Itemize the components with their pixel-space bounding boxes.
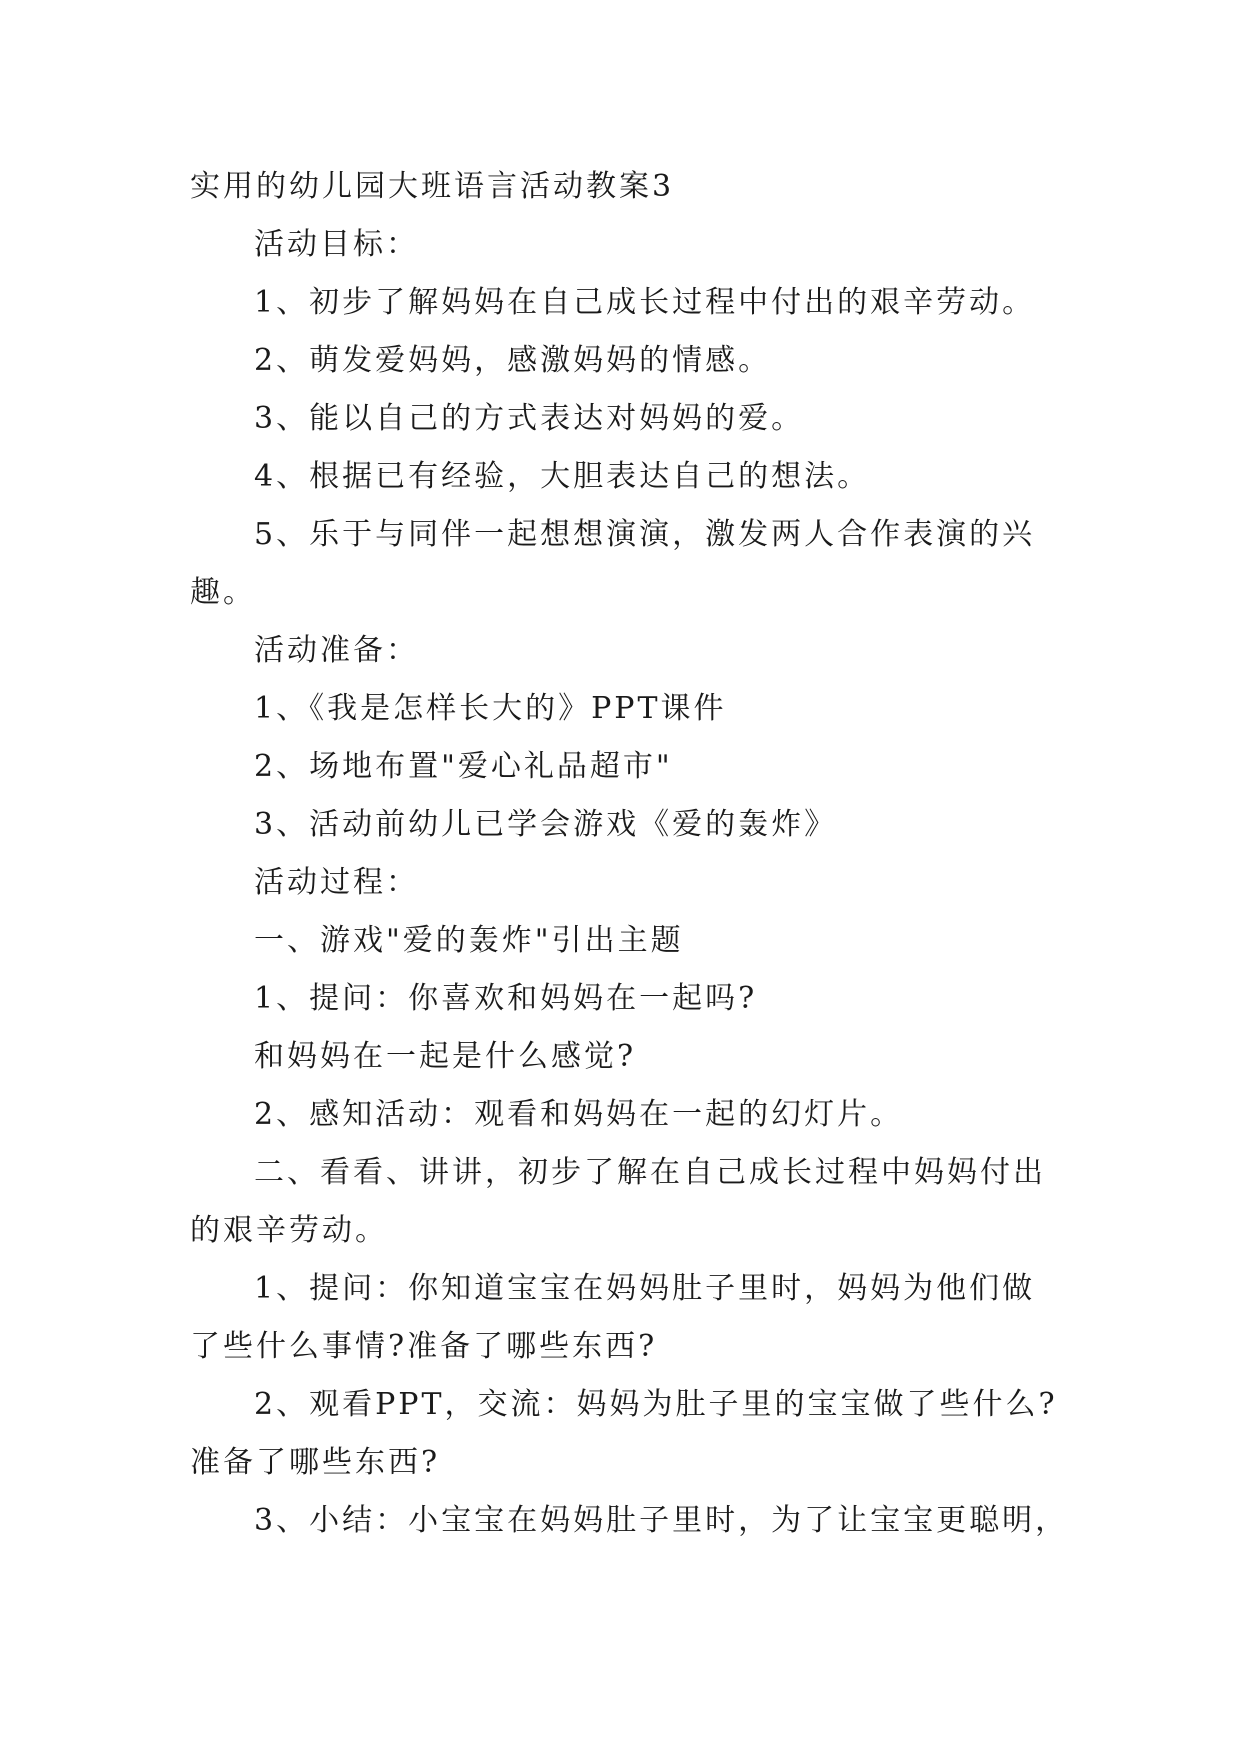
paragraph-line: 4、根据已有经验，大胆表达自己的想法。 <box>254 459 871 494</box>
paragraph-line: 1、提问：你知道宝宝在妈妈肚子里时，妈妈为他们做 <box>254 1271 1036 1306</box>
paragraph-line: 1、初步了解妈妈在自己成长过程中付出的艰辛劳动。 <box>254 285 1036 320</box>
section-heading-preparation: 活动准备： <box>254 633 419 668</box>
paragraph-line: 1、《我是怎样长大的》PPT课件 <box>254 691 727 726</box>
paragraph-line: 3、能以自己的方式表达对妈妈的爱。 <box>254 401 805 436</box>
document-body <box>190 158 1070 1550</box>
paragraph-line: 趣。 <box>190 575 256 610</box>
paragraph-line: 的艰辛劳动。 <box>190 1213 388 1248</box>
paragraph-line: 二、看看、讲讲，初步了解在自己成长过程中妈妈付出 <box>254 1155 1046 1190</box>
section-heading-process: 活动过程： <box>254 865 419 900</box>
paragraph-line: 和妈妈在一起是什么感觉? <box>254 1039 637 1074</box>
paragraph-line: 1、提问：你喜欢和妈妈在一起吗? <box>254 981 758 1016</box>
paragraph-line: 准备了哪些东西? <box>190 1445 441 1480</box>
section-heading-goals: 活动目标： <box>254 227 419 262</box>
paragraph-line: 2、感知活动：观看和妈妈在一起的幻灯片。 <box>254 1097 904 1132</box>
paragraph-line: 3、小结：小宝宝在妈妈肚子里时，为了让宝宝更聪明， <box>254 1503 1069 1538</box>
paragraph-line: 2、观看PPT，交流：妈妈为肚子里的宝宝做了些什么? <box>254 1387 1058 1422</box>
document-title: 实用的幼儿园大班语言活动教案3 <box>190 169 675 204</box>
paragraph-line: 5、乐于与同伴一起想想演演，激发两人合作表演的兴 <box>254 517 1036 552</box>
paragraph-line: 2、萌发爱妈妈，感激妈妈的情感。 <box>254 343 772 378</box>
paragraph-line: 3、活动前幼儿已学会游戏《爱的轰炸》 <box>254 807 838 842</box>
paragraph-line: 了些什么事情?准备了哪些东西? <box>190 1329 658 1364</box>
paragraph-line: 一、游戏"爱的轰炸"引出主题 <box>254 923 684 958</box>
paragraph-line: 2、场地布置"爱心礼品超市" <box>254 749 673 784</box>
